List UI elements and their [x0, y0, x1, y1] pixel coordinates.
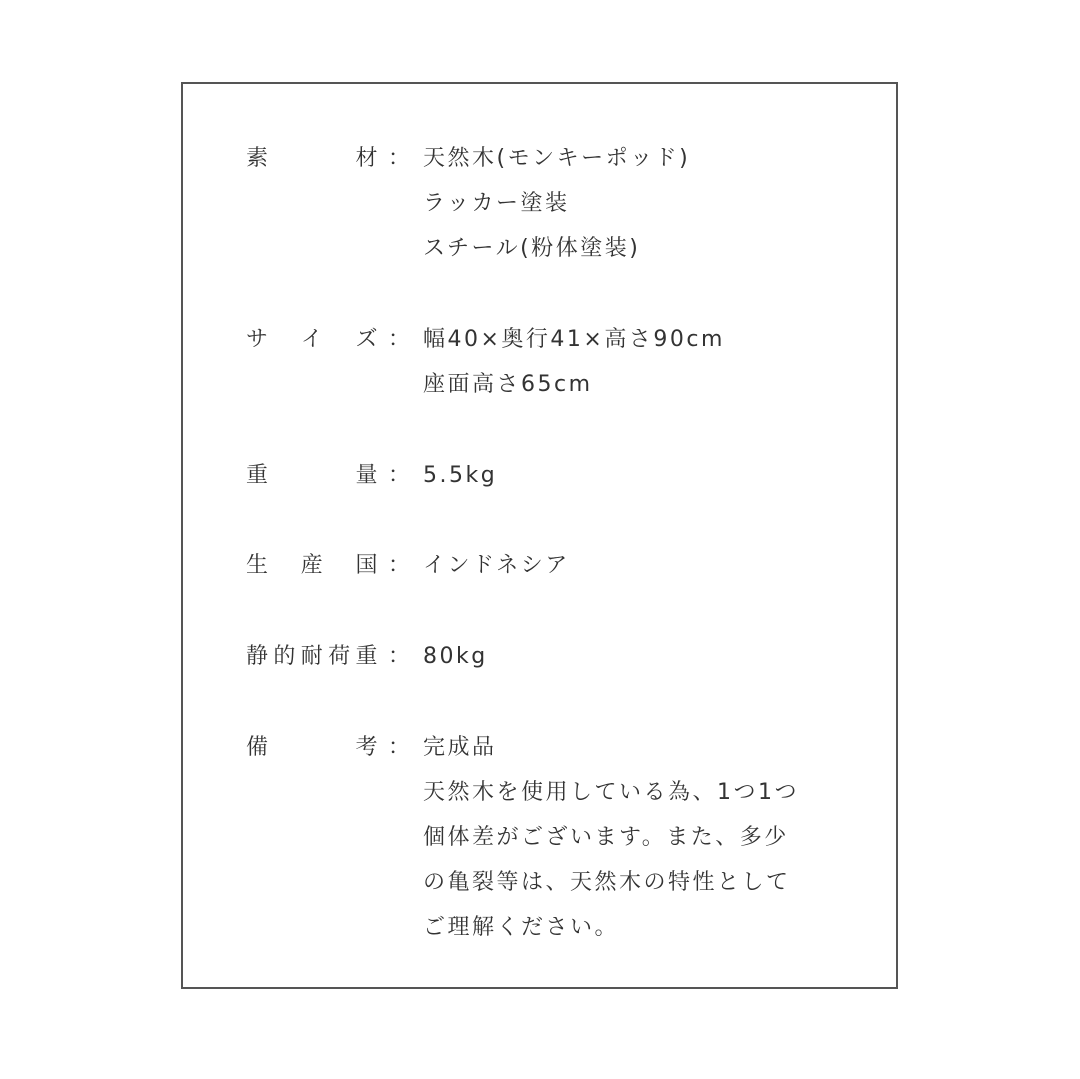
spec-label: 重 量	[246, 463, 380, 488]
spec-values	[423, 725, 799, 950]
spec-value-line: 幅40×奥行41×高さ90cm	[423, 327, 725, 352]
spec-value-line: インドネシア	[423, 553, 570, 578]
spec-value-line: ラッカー塗装	[423, 191, 570, 216]
spec-label: 生 産 国	[246, 553, 380, 578]
spec-colon: ：	[388, 146, 413, 171]
spec-values	[423, 317, 725, 407]
spec-value-line: の亀裂等は、天然木の特性として	[423, 870, 791, 895]
spec-value-line: 80kg	[423, 644, 488, 669]
spec-value-line: ご理解ください。	[423, 915, 620, 940]
spec-values	[423, 634, 488, 679]
spec-colon: ：	[388, 553, 413, 578]
spec-colon: ：	[388, 463, 413, 488]
spec-colon: ：	[388, 327, 413, 352]
spec-value-line: 天然木を使用している為、1つ1つ	[423, 780, 799, 805]
spec-values	[423, 453, 497, 498]
spec-label: 素 材	[246, 146, 380, 171]
spec-value-line: 5.5kg	[423, 463, 498, 488]
spec-value-line: 天然木(モンキーポッド)	[423, 146, 691, 171]
spec-value-line: 完成品	[423, 735, 497, 760]
spec-value-line: スチール(粉体塗装)	[423, 236, 641, 261]
spec-label: 静 的 耐 荷 重	[246, 644, 380, 669]
spec-value-line: 座面高さ65cm	[423, 372, 593, 397]
spec-label: サ イ ズ	[246, 327, 380, 352]
spec-colon: ：	[388, 735, 413, 760]
spec-colon: ：	[388, 644, 413, 669]
spec-values	[423, 543, 570, 588]
spec-label: 備 考	[246, 735, 380, 760]
spec-value-line: 個体差がございます。また、多少	[423, 825, 789, 850]
spec-values	[423, 136, 690, 271]
